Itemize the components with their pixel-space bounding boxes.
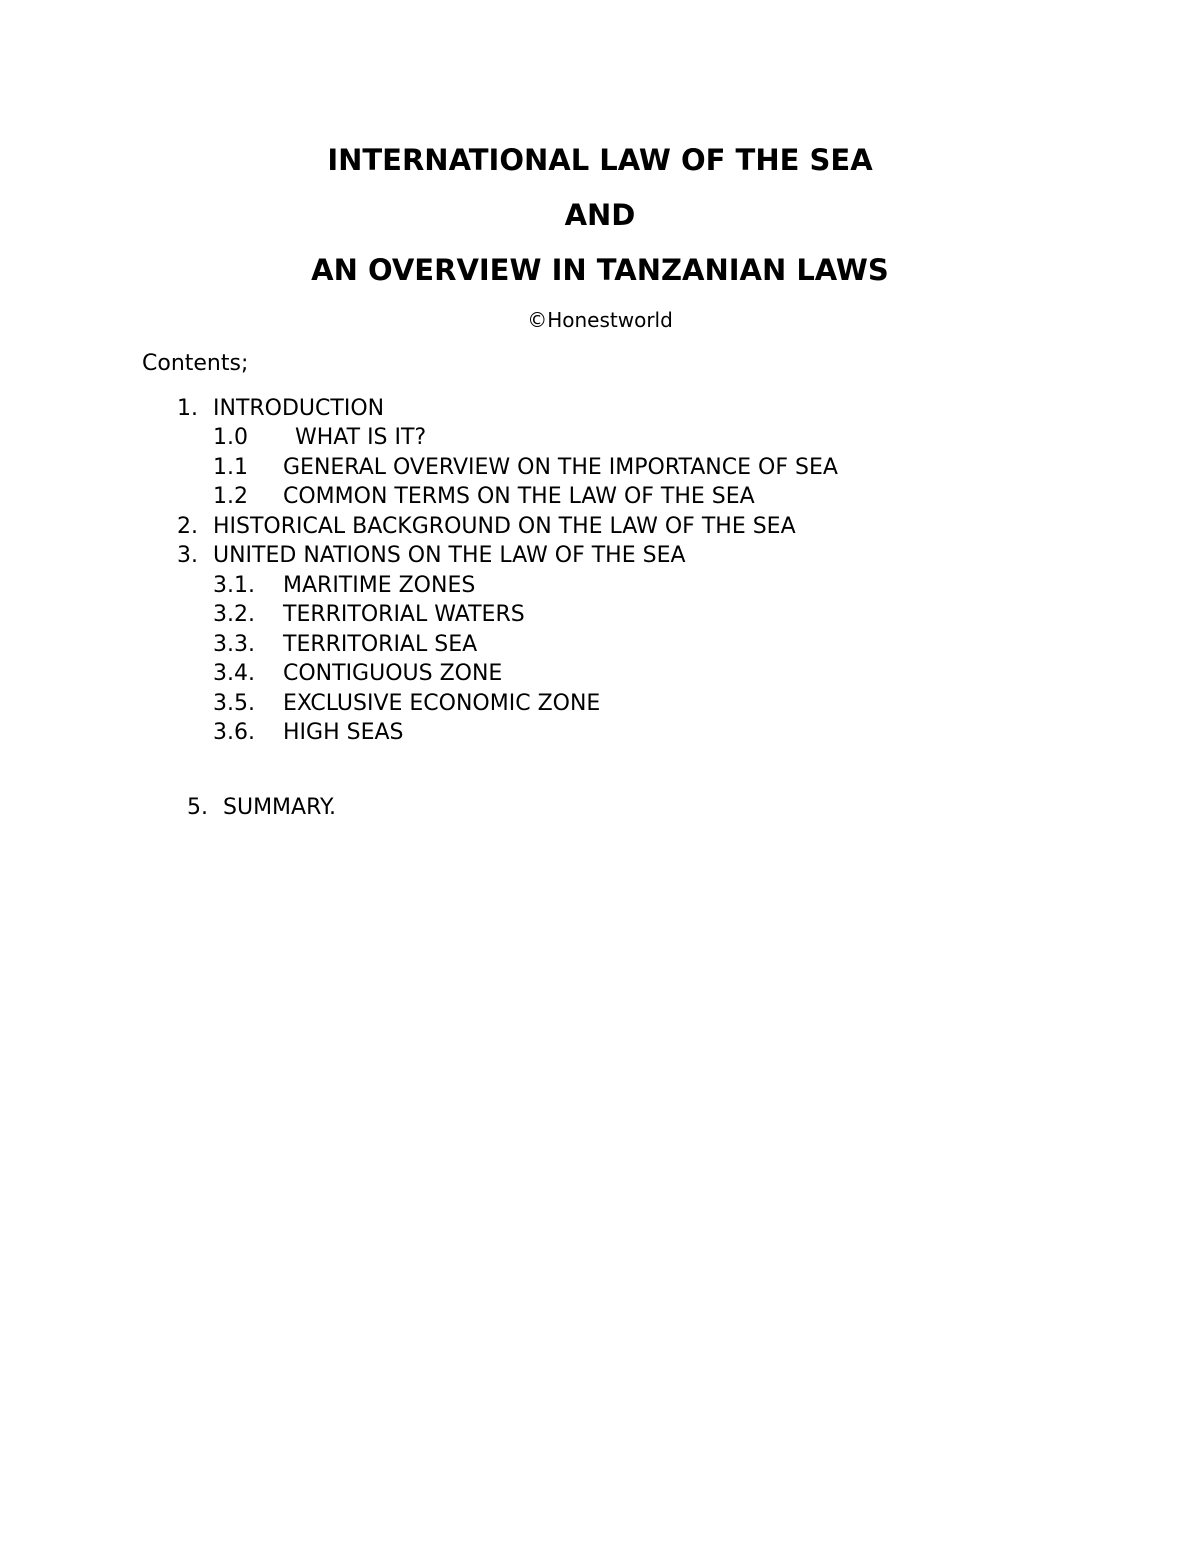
contents-heading: Contents;	[142, 351, 249, 376]
toc-item-number: 1.1	[213, 455, 248, 480]
toc-item-text: EXCLUSIVE ECONOMIC ZONE	[283, 691, 601, 716]
toc-item-number: 3.	[177, 543, 198, 568]
toc-item-text: SUMMARY.	[223, 795, 336, 820]
document-title-line-2: AND	[564, 198, 636, 232]
toc-item-number: 1.2	[213, 484, 248, 509]
toc-item-text: COMMON TERMS ON THE LAW OF THE SEA	[283, 484, 755, 509]
toc-item-number: 3.5.	[213, 691, 255, 716]
toc-item-number: 3.1.	[213, 573, 255, 598]
toc-item-text: CONTIGUOUS ZONE	[283, 661, 503, 686]
copyright-notice: ©Honestworld	[527, 308, 673, 332]
toc-item-number: 3.2.	[213, 602, 255, 627]
toc-item-number: 3.6.	[213, 720, 255, 745]
toc-item-number: 3.3.	[213, 632, 255, 657]
toc-item-text: HIGH SEAS	[283, 720, 404, 745]
toc-item-number: 2.	[177, 514, 198, 539]
toc-item-number: 3.4.	[213, 661, 255, 686]
toc-item-text: UNITED NATIONS ON THE LAW OF THE SEA	[213, 543, 686, 568]
document-title-line-1: INTERNATIONAL LAW OF THE SEA	[327, 143, 873, 177]
toc-item-text: MARITIME ZONES	[283, 573, 476, 598]
toc-item-text: WHAT IS IT?	[295, 425, 427, 450]
toc-item-number: 1.0	[213, 425, 248, 450]
toc-item-text: INTRODUCTION	[213, 396, 385, 421]
toc-item-text: GENERAL OVERVIEW ON THE IMPORTANCE OF SEA	[283, 455, 838, 480]
document-title-line-3: AN OVERVIEW IN TANZANIAN LAWS	[311, 253, 889, 287]
toc-item-text: HISTORICAL BACKGROUND ON THE LAW OF THE SEA	[213, 514, 796, 539]
toc-item-number: 1.	[177, 396, 198, 421]
toc-item-number: 5.	[187, 795, 208, 820]
toc-item-text: TERRITORIAL SEA	[283, 632, 478, 657]
toc-item-text: TERRITORIAL WATERS	[283, 602, 525, 627]
